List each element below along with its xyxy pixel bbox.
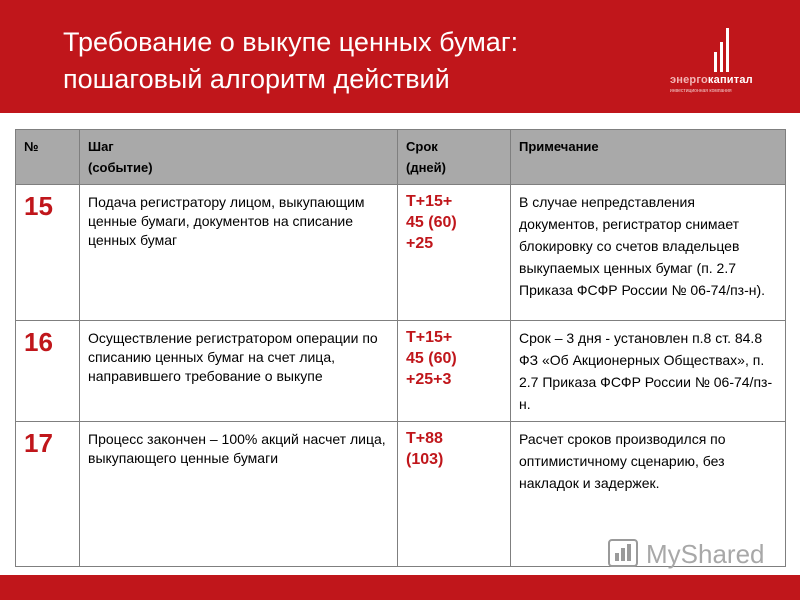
logo-name [670,74,753,86]
title-banner [0,0,800,113]
row-note: Срок – 3 дня - установлен п.8 ст. 84.8 ФЗ «Об Акционерных Обществах», п. 2.7 Приказа ФСФР России № 06-74/пз-н. [511,321,786,422]
header-term-line2: (дней) [406,160,446,175]
row-term-line2: 45 (60) [406,214,457,231]
row-number: 15 [16,185,80,321]
header-step-line1: Шаг [88,139,114,154]
header-term-line1: Срок [406,139,438,154]
row-term-line3: +25 [406,235,434,252]
table-row [16,185,786,321]
header-step-line2: (событие) [88,160,153,175]
row-term-line1: Т+88 [406,430,443,447]
slide-title-line1: Требование о выкупе ценных бумаг: [63,27,519,57]
logo-name-part2: капитал [707,74,753,86]
row-step: Процесс закончен – 100% акций насчет лица, выкупающего ценные бумаги [80,422,398,567]
footer-bar [0,575,800,600]
row-term [398,321,511,422]
row-term [398,422,511,567]
row-term [398,185,511,321]
header-num-label: № [24,139,39,154]
row-number: 17 [16,422,80,567]
header-num [16,130,80,185]
row-note: В случае непредставления документов, регистратор снимает блокировку со счетов владельцев выкупаемых ценных бумаг (п. 2.7 Приказа ФСФР России № 06-74/пз-н). [511,185,786,321]
row-term-line1: Т+15+ [406,329,453,346]
row-number: 16 [16,321,80,422]
row-term-line2: (103) [406,451,444,468]
watermark [608,537,778,571]
row-note: Расчет сроков производился по оптимистичному сценарию, без накладок и задержек. [511,422,786,567]
header-step [80,130,398,185]
header-note [511,130,786,185]
slide-title [63,24,518,98]
row-term-line3: +25+3 [406,371,452,388]
logo-name-part1: энерго [670,74,708,86]
header-note-label: Примечание [519,139,599,154]
logo-subtitle: инвестиционная компания [670,88,732,94]
row-term-line1: Т+15+ [406,193,453,210]
header-term [398,130,511,185]
company-logo [670,28,790,98]
chart-presentation-icon [608,539,638,567]
watermark-text: MyShared [646,539,765,569]
table-header-row [16,130,786,185]
slide-title-line2: пошаговый алгоритм действий [63,64,450,94]
row-step: Осуществление регистратором операции по списанию ценных бумаг на счет лица, направившего требование о выкупе [80,321,398,422]
row-term-line2: 45 (60) [406,350,457,367]
logo-bars-icon [714,28,734,72]
algorithm-table [15,129,786,567]
table-row [16,321,786,422]
row-step: Подача регистратору лицом, выкупающим ценные бумаги, документов на списание ценных бумаг [80,185,398,321]
